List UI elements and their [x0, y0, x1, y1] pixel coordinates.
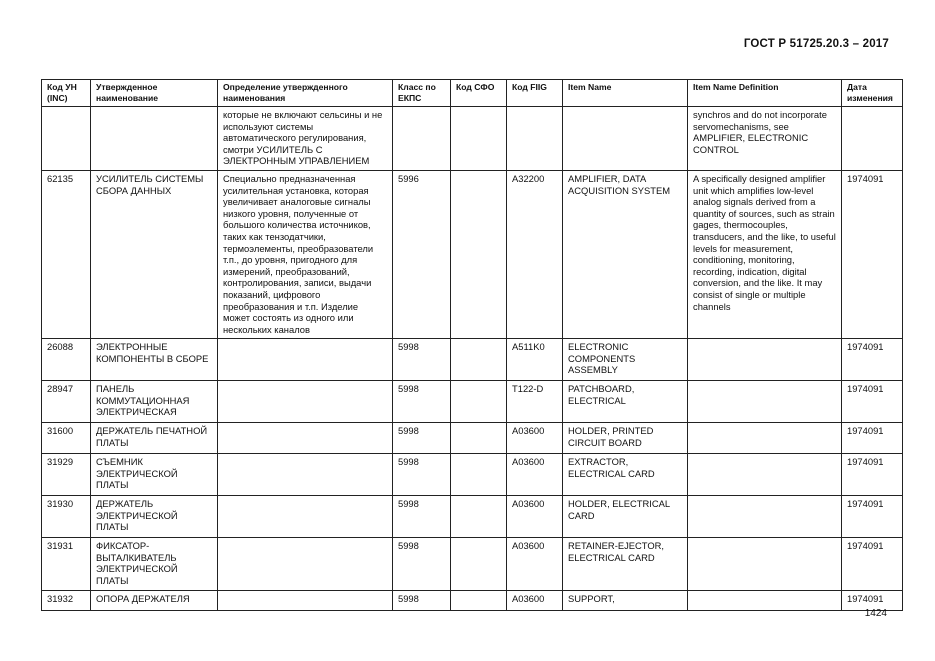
ekps-class-cell: 5998 [393, 454, 451, 496]
definition-cell [218, 381, 393, 423]
table-row [42, 496, 903, 538]
fiig-code-cell: A03600 [507, 423, 563, 454]
table-row [42, 339, 903, 381]
inc-cell: 28947 [42, 381, 91, 423]
inc-cell: 31932 [42, 591, 91, 611]
approved-name-cell: ФИКСАТОР-ВЫТАЛКИВАТЕЛЬ ЭЛЕКТРИЧЕСКОЙ ПЛАТЫ [91, 538, 218, 591]
definition-cell [218, 454, 393, 496]
change-date-cell: 1974091 [842, 170, 903, 338]
item-definition-cell [688, 381, 842, 423]
table-row [42, 423, 903, 454]
item-name-cell: SUPPORT, [563, 591, 688, 611]
item-definition-cell [688, 423, 842, 454]
approved-name-cell: ДЕРЖАТЕЛЬ ЭЛЕКТРИЧЕСКОЙ ПЛАТЫ [91, 496, 218, 538]
approved-name-cell: ДЕРЖАТЕЛЬ ПЕЧАТНОЙ ПЛАТЫ [91, 423, 218, 454]
item-name-cell: AMPLIFIER, DATA ACQUISITION SYSTEM [563, 170, 688, 338]
change-date-cell: 1974091 [842, 454, 903, 496]
table-row [42, 591, 903, 611]
item-name-cell: HOLDER, PRINTED CIRCUIT BOARD [563, 423, 688, 454]
approved-name-cell: УСИЛИТЕЛЬ СИСТЕМЫ СБОРА ДАННЫХ [91, 170, 218, 338]
inc-cell: 26088 [42, 339, 91, 381]
definition-cell [218, 538, 393, 591]
column-header-ekps-class: Класс по ЕКПС [393, 80, 451, 107]
item-name-cell [563, 107, 688, 171]
document-standard-number: ГОСТ Р 51725.20.3 – 2017 [743, 38, 889, 50]
definition-cell [218, 423, 393, 454]
table-row [42, 170, 903, 338]
item-definition-cell [688, 339, 842, 381]
definition-cell [218, 496, 393, 538]
change-date-cell: 1974091 [842, 496, 903, 538]
change-date-cell: 1974091 [842, 339, 903, 381]
inc-cell: 31929 [42, 454, 91, 496]
inc-cell: 31931 [42, 538, 91, 591]
inc-cell: 31600 [42, 423, 91, 454]
sfo-code-cell [451, 496, 507, 538]
item-name-cell: RETAINER-EJECTOR, ELECTRICAL CARD [563, 538, 688, 591]
sfo-code-cell [451, 591, 507, 611]
column-header-fiig-code: Код FIIG [507, 80, 563, 107]
definition-cell [218, 591, 393, 611]
change-date-cell: 1974091 [842, 538, 903, 591]
ekps-class-cell [393, 107, 451, 171]
ekps-class-cell: 5998 [393, 339, 451, 381]
ekps-class-cell: 5996 [393, 170, 451, 338]
ekps-class-cell: 5998 [393, 538, 451, 591]
inc-cell: 31930 [42, 496, 91, 538]
table-header-row [42, 80, 903, 107]
sfo-code-cell [451, 423, 507, 454]
fiig-code-cell: A03600 [507, 591, 563, 611]
approved-name-cell: ПАНЕЛЬ КОММУТАЦИОННАЯ ЭЛЕКТРИЧЕСКАЯ [91, 381, 218, 423]
item-definition-cell [688, 538, 842, 591]
column-header-item-name: Item Name [563, 80, 688, 107]
item-name-cell: EXTRACTOR, ELECTRICAL CARD [563, 454, 688, 496]
change-date-cell: 1974091 [842, 591, 903, 611]
items-table [41, 79, 903, 611]
item-definition-cell: synchros and do not incorporate servomechanisms, see AMPLIFIER, ELECTRONIC CONTROL [688, 107, 842, 171]
fiig-code-cell: A03600 [507, 454, 563, 496]
fiig-code-cell: A03600 [507, 496, 563, 538]
sfo-code-cell [451, 538, 507, 591]
column-header-definition: Определение утвержденного наименования [218, 80, 393, 107]
table-row [42, 107, 903, 171]
item-name-cell: ELECTRONIC COMPONENTS ASSEMBLY [563, 339, 688, 381]
fiig-code-cell: A03600 [507, 538, 563, 591]
item-definition-cell [688, 591, 842, 611]
sfo-code-cell [451, 170, 507, 338]
column-header-approved-name: Утвержденное наименование [91, 80, 218, 107]
change-date-cell: 1974091 [842, 423, 903, 454]
sfo-code-cell [451, 107, 507, 171]
approved-name-cell: ОПОРА ДЕРЖАТЕЛЯ [91, 591, 218, 611]
item-definition-cell [688, 496, 842, 538]
change-date-cell [842, 107, 903, 171]
column-header-change-date: Дата изменения [842, 80, 903, 107]
table-row [42, 538, 903, 591]
page-number: 1424 [864, 608, 887, 619]
item-definition-cell: A specifically designed amplifier unit which amplifies low-level analog signals derived from a quantity of sources, such as strain gages, thermocouples, transducers, and the like, to useful levels for measurement, conditioning, monitoring, recording, indication, digital conversion, and the like. It may consist of single or multiple channels [688, 170, 842, 338]
table-row [42, 381, 903, 423]
item-name-cell: HOLDER, ELECTRICAL CARD [563, 496, 688, 538]
fiig-code-cell: A511K0 [507, 339, 563, 381]
inc-cell [42, 107, 91, 171]
approved-name-cell: СЪЕМНИК ЭЛЕКТРИЧЕСКОЙ ПЛАТЫ [91, 454, 218, 496]
sfo-code-cell [451, 339, 507, 381]
definition-cell: которые не включают сельсины и не используют системы автоматического регулирования, смотри УСИЛИТЕЛЬ С ЭЛЕКТРОННЫМ УПРАВЛЕНИЕМ [218, 107, 393, 171]
approved-name-cell [91, 107, 218, 171]
table-row [42, 454, 903, 496]
ekps-class-cell: 5998 [393, 381, 451, 423]
column-header-item-definition: Item Name Definition [688, 80, 842, 107]
item-definition-cell [688, 454, 842, 496]
definition-cell [218, 339, 393, 381]
ekps-class-cell: 5998 [393, 423, 451, 454]
sfo-code-cell [451, 454, 507, 496]
fiig-code-cell [507, 107, 563, 171]
fiig-code-cell: T122-D [507, 381, 563, 423]
definition-cell: Специально предназначенная усилительная установка, которая увеличивает аналоговые сигналы низкого уровня, полученные от большого количества источников, таких как тензодатчики, термоэлементы, преобразователи т.п., до уровня, пригодного для измерений, преобразований, контролирования, записи, выдачи показаний, цифрового преобразования и т.п. Изделие может состоять из одного или нескольких каналов [218, 170, 393, 338]
column-header-inc: Код УН (INC) [42, 80, 91, 107]
ekps-class-cell: 5998 [393, 496, 451, 538]
item-name-cell: PATCHBOARD, ELECTRICAL [563, 381, 688, 423]
approved-name-cell: ЭЛЕКТРОННЫЕ КОМПОНЕНТЫ В СБОРЕ [91, 339, 218, 381]
fiig-code-cell: A32200 [507, 170, 563, 338]
ekps-class-cell: 5998 [393, 591, 451, 611]
column-header-sfo-code: Код СФО [451, 80, 507, 107]
sfo-code-cell [451, 381, 507, 423]
change-date-cell: 1974091 [842, 381, 903, 423]
inc-cell: 62135 [42, 170, 91, 338]
